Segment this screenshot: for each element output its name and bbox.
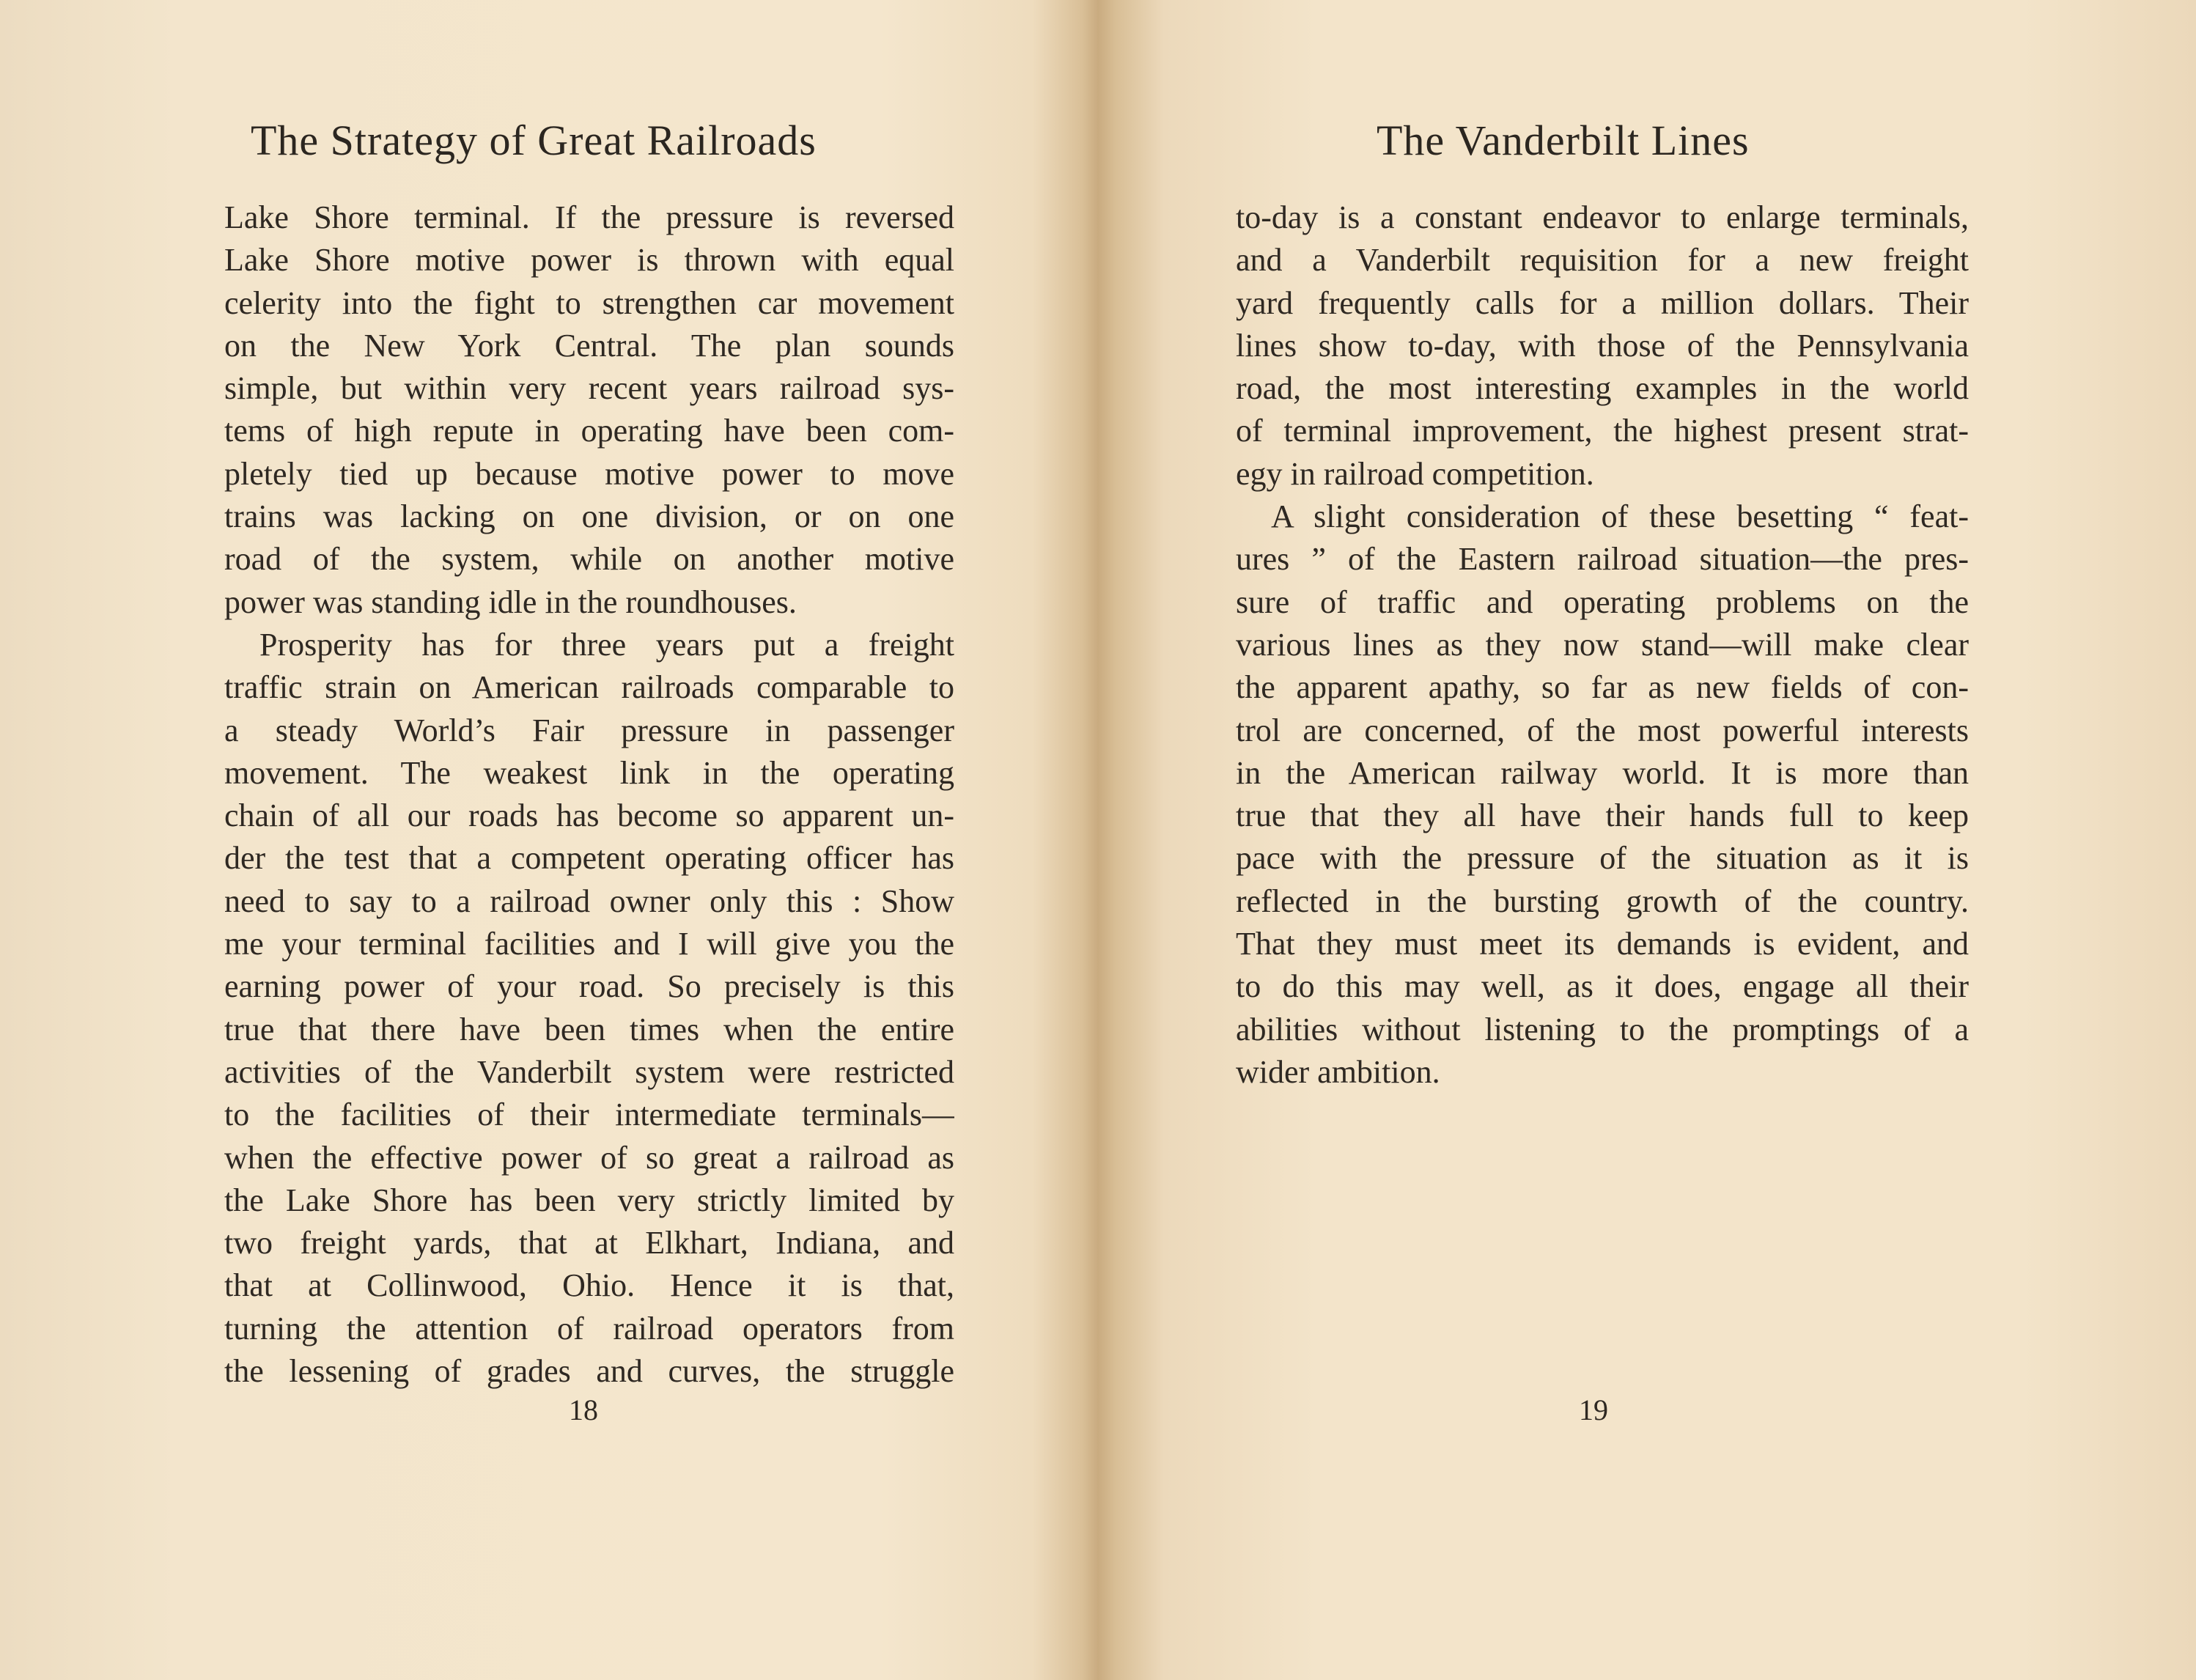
text-line: various lines as they now stand—will make clear [1236, 626, 1969, 663]
text-line: activities of the Vanderbilt system were restricted [224, 1053, 954, 1090]
text-line: lines show to-day, with those of the Pennsylvania [1236, 327, 1969, 364]
text-line: movement. The weakest link in the operating [224, 754, 954, 791]
text-line: ures ” of the Eastern railroad situation—the pres- [1236, 541, 1969, 578]
text-line: chain of all our roads has become so apparent un- [224, 797, 954, 834]
text-line: trol are concerned, of the most powerful interests [1236, 712, 1969, 748]
running-head-left: The Strategy of Great Railroads [251, 117, 817, 164]
text-line: the lessening of grades and curves, the struggle [224, 1353, 954, 1390]
text-line: sure of traffic and operating problems on the [1236, 583, 1969, 620]
text-line: need to say to a railroad owner only this : Show [224, 883, 954, 919]
text-line: the apparent apathy, so far as new fields of con- [1236, 669, 1969, 706]
text-line: two freight yards, that at Elkhart, Indiana, and [224, 1225, 954, 1261]
text-line: to-day is a constant endeavor to enlarge terminals, [1236, 199, 1969, 235]
text-line: traffic strain on American railroads comparable to [224, 669, 954, 706]
text-line: that at Collinwood, Ohio. Hence it is that, [224, 1267, 954, 1304]
body-text-right [1236, 196, 1969, 1094]
text-line: Lake Shore terminal. If the pressure is reversed [224, 199, 954, 235]
text-line: pletely tied up because motive power to move [224, 455, 954, 492]
text-line: me your terminal facilities and I will give you the [224, 926, 954, 962]
text-line: turning the attention of railroad operators from [224, 1310, 954, 1346]
text-line: That they must meet its demands is evident, and [1236, 926, 1969, 962]
text-line: true that they all have their hands full to keep [1236, 797, 1969, 834]
text-line: true that there have been times when the entire [224, 1011, 954, 1047]
text-line: when the effective power of so great a railroad as [224, 1139, 954, 1176]
text-line: to do this may well, as it does, engage all their [1236, 968, 1969, 1005]
text-line: simple, but within very recent years railroad sys- [224, 370, 954, 407]
text-line: road of the system, while on another motive [224, 541, 954, 578]
running-head-right: The Vanderbilt Lines [1377, 117, 1750, 164]
body-text-left [224, 196, 954, 1393]
text-line: wider ambition. [1236, 1053, 1440, 1090]
text-line: road, the most interesting examples in the world [1236, 370, 1969, 407]
text-line: der the test that a competent operating officer has [224, 840, 954, 877]
text-line: to the facilities of their intermediate terminals— [224, 1097, 954, 1133]
page-number-right: 19 [1579, 1393, 1608, 1426]
text-line: tems of high repute in operating have been com- [224, 413, 954, 449]
text-line: egy in railroad competition. [1236, 455, 1594, 492]
text-line: earning power of your road. So precisely is this [224, 968, 954, 1005]
text-line: a steady World’s Fair pressure in passenger [224, 712, 954, 748]
text-line: on the New York Central. The plan sounds [224, 327, 954, 364]
right-page [1098, 0, 2196, 1680]
text-line: reflected in the bursting growth of the country. [1236, 883, 1969, 919]
text-line: the Lake Shore has been very strictly limited by [224, 1182, 954, 1218]
page-number-left: 18 [569, 1393, 598, 1426]
text-line: A slight consideration of these besetting “ feat- [1271, 498, 1969, 535]
text-line: power was standing idle in the roundhouses. [224, 583, 797, 620]
text-line: of terminal improvement, the highest present strat- [1236, 413, 1969, 449]
text-line: and a Vanderbilt requisition for a new freight [1236, 242, 1969, 279]
text-line: Prosperity has for three years put a freight [259, 626, 954, 663]
text-line: yard frequently calls for a million dollars. Their [1236, 284, 1969, 321]
text-line: abilities without listening to the promptings of a [1236, 1011, 1969, 1047]
text-line: trains was lacking on one division, or on one [224, 498, 954, 535]
text-line: in the American railway world. It is more than [1236, 754, 1969, 791]
text-line: Lake Shore motive power is thrown with equal [224, 242, 954, 279]
text-line: celerity into the fight to strengthen car movement [224, 284, 954, 321]
text-line: pace with the pressure of the situation as it is [1236, 840, 1969, 877]
